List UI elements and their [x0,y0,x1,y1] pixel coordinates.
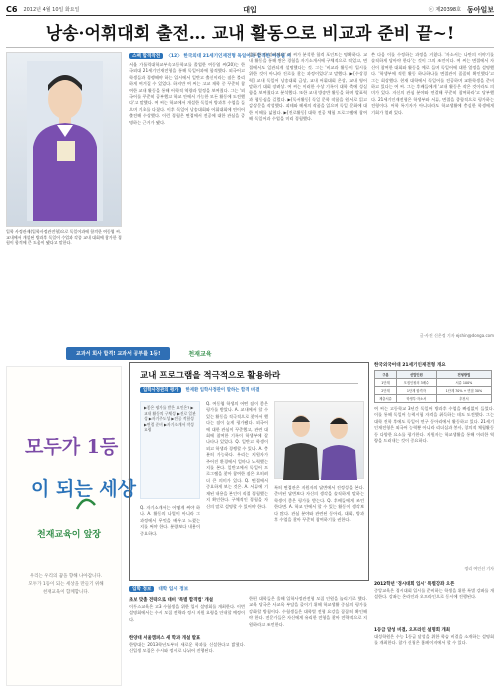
admission-table [374,370,492,403]
summary-title: 한국외국어대 21세기인재전형 개요 [374,363,446,368]
ad-slogan-line-2: 이 되는 세상 [31,478,136,500]
info-tag-label: 입학 정보 [129,586,154,592]
page-number: C6 [6,5,18,14]
table-cell: 모집인원의 3배수 [397,379,437,387]
question-list: ▶좋은 평가를 받은 요인은? ▶교내 활동의 구체성 ▶진로 일관성 ▶자기주도성 ▶전공 적합성 ▶면접 준비 ▶자기소개서 작성 요령 [140,401,200,499]
admission-summary [374,362,494,574]
section-title: 대입 [243,5,257,14]
series-title: 〈12〉 한국외대 21세기인재전형 독일어과 합격한 여동엽 씨 [166,54,291,59]
info-item-title: 한양대 서울캠퍼스 새 학과 개설 발표 [129,636,201,641]
interview-column-2: 특히 면접관은 지원자의 답변에서 진정성을 본다. 준비된 답변보다 자신의 생각을 솔직하게 말하는 학생이 좋은 평가를 받는다. Q. 후배들에게 조언한다면. A. 학교 안에서 할 수 있는 활동이 생각보다 많다. 관심 분야와 관련된 동아리, 대회, 방과후 수업을 찾아 꾸준히 참여하기를 권한다. [274,485,364,523]
edition-number: ⓒ 제20398호 [428,7,461,13]
table-cell: 1단계 70% + 면접 30% [436,387,491,395]
info-item-text: 이투스교육은 고3 수험생을 위한 입시 설명회를 개최한다. 이번 설명회에서는 수시 모집 전략과 정시 지원 요령을 안내할 예정이다. [129,604,245,622]
table-row [375,379,492,387]
program-tag-label: 입학사정관의 평가 [140,387,181,393]
table-header: 전형방법 [436,371,491,379]
page-header [6,4,494,16]
info-tag-title: 대학 입시 정보 [158,586,189,592]
info-column-3 [374,580,494,686]
ad-brand-line: 천재교육이 앞장 [37,530,101,540]
table-cell: 추천서 [436,395,491,403]
summary-credit: 정리 여인선 기자 [464,566,494,571]
info-item-title: 2012학년 '경시대회 입시' 특별강좌 오픈 [374,582,455,587]
table-cell: 1단계 [375,379,397,387]
table-cell: 2단계 [375,387,397,395]
info-item-text: 한양대는 2013학년도부터 새로운 학과를 신설한다고 밝혔다. 신입생 모집은 수시와 정시로 나뉘어 진행된다. [129,642,245,654]
table-cell: 1단계 합격자 [397,387,437,395]
info-item-text: 대성학원은 수능 1등급 달성을 위한 학습 비결을 소개하는 설명회를 개최한다. 참가 신청은 홈페이지에서 할 수 있다. [374,634,494,646]
interview-column-1: Q. 여동엽 학생의 어떤 점이 좋은 평가를 받았나. A. 교내에서 할 수 있는 활동을 적극적으로 찾아서 했다는 점이 높게 평가됐다. 외국어에 대한 관심이 꾸준했고, 관련 대회에 참여한 기록이 학생부에 잘 나타나 있었다. Q. 일반고 학생이 외고 학생과 경쟁할 수 있나. A. 충분히 가능하다. 우리는 지원자가 주어진 환경에서 얼마나 노력했는지를 본다. 일반고에서 독일어 프로그램을 찾아 참여한 점은 오히려 더 큰 의미가 있다. Q. 면접에서 중요하게 보는 것은. A. 서류에 기재된 내용을 본인이 직접 경험했는지 확인한다. 구체적인 경험을 자신의 말로 설명할 수 있어야 한다. [206,401,268,509]
info-section-tag [129,584,369,593]
info-column-2: 한편 대학들은 올해 입학사정관전형 모집 인원을 늘리기로 했다. 교육 당국은 사교육 부담을 줄이기 위해 학교생활 중심의 평가를 강화할 방침이다. 수험생들은 대학별 전형 요강을 꼼꼼히 확인해야 한다. 전문가들은 자신에게 유리한 전형을 찾아 전략적으로 지원하라고 조언한다. [249,596,367,627]
summary-text: 여 씨는 고등학교 3년간 독일어 방과후 수업을 빠짐없이 들었다. 이를 통해 독일어 능력시험 자격을 취득하는 데도 도전했다. 그는 대학 진학 후에도 독일어 연구 동아리에서 활동하고 있다. 21세기인재전형은 외국어 능력뿐 아니라 리더십과 봉사, 창의적 체험활동 등 다양한 요소를 평가한다. 지원자는 학교생활을 통해 이러한 역량을 드러내는 것이 중요하다. [374,406,494,444]
ad-brand: 천재교육 [188,350,212,358]
ad-panel[interactable] [6,366,136,686]
series-label: 스펙 합격작전 [129,53,163,59]
ad-slogan-line-1: 모두가 1등 [25,436,119,458]
ad-sub-2: 모두가 1등이 되는 세상을 만들기 위해 [28,582,104,587]
newspaper-name: 동아일보 [466,5,494,14]
table-row [375,395,492,403]
program-tag-title: 한재환 입학사정관이 말하는 합격 비결 [185,388,260,393]
table-row [375,387,492,395]
table-cell: 제출서류 [375,395,397,403]
student-photo [6,52,122,227]
ad-banner[interactable] [6,345,370,361]
article-column-2: 발표한 것 말이에요' 여 씨가 분석한 합격 포인트는 명확하다. 교내 활동을 통해 쌓은 경험을 자기소개서에 구체적으로 적었고, 면접에서도 일관되게 설명했다는 것. 그는 '비교과 활동이 입시를 위한 것이 아니라 진로를 찾는 과정이었다'고 말했다. ▶[수상경력] 교내 독일어 낭송대회 금상, 교내 어휘대회 은상, 교내 영어 말하기 대회 장려상. 여 씨는 이러한 수상 기록이 대학 측에 성실함을 보여줬다고 분석했다. 또한 교내 방송반 활동을 하며 발표력과 협동심을 길렀다. ▶[독서활동] 독일 문학 작품을 원서로 읽고 감상문을 작성했다. 괴테와 헤세의 작품을 읽으며 독일 문화에 대한 이해를 넓혔다. ▶[진로활동] 대학 전공 체험 프로그램에 참여해 독일어과 수업을 미리 경험했다. [249,52,367,122]
info-item-title: 1등급 달성 비결, 오프라인 설명회 개최 [374,628,450,633]
headline: 낭송·어휘대회 출전… 교내 활동으로 비교과 준비 끝~! [6,20,494,48]
table-cell: 서류 100% [436,379,491,387]
table-header: 구분 [375,371,397,379]
article-column-1: 서울 가톨릭대학교부속고등학교를 졸업한 여동엽 씨(20)는 한국외대 21세기인재전형을 통해 독일어과에 합격했다. 외국어고 학생들과 경쟁해야 하는 입시에서 일반고 출신이라는 점은 불리하게 여겨질 수 있었다. 하지만 여 씨는 고교 재학 중 꾸준히 참여한 교내 활동을 통해 어학적 역량과 열정을 보여줬다. 그는 '외국어를 꾸준히 공부했고 학교 안에서 가능한 모든 활동에 도전했다'고 말했다. 여 씨는 학교에서 개설한 독일어 방과후 수업을 들으며 기초를 다졌다. 이후 독일어 낭송대회와 어휘대회에 연이어 출전해 수상했다. 이런 경험은 면접에서 전공에 대한 관심을 증명하는 근거가 됐다. [129,62,245,125]
student-figure [27,61,103,221]
ad-banner-text: 교과서 회사 합격! 교과서 공부를 1등! [66,347,170,360]
program-title: 교내 프로그램을 적극적으로 활용하라 [140,371,281,381]
info-column-1 [129,596,245,686]
photo-caption: 입학 사정관제(입학사정관전형)으로 독일어과에 합격한 여동엽 씨. 교내에서 개설된 방과후 독일어 수업과 각종 교내 대회에 참가한 경험이 합격에 큰 도움이 됐다고 말한다. [6,229,122,245]
ad-sub-3: 천재교육이 함께합니다. [42,590,90,595]
interview-column-3: Q. 자기소개서는 어떻게 써야 하나. A. 활동의 나열이 아니라 그 과정에서 무엇을 배우고 느꼈는지를 써야 한다. 분량보다 내용이 중요하다. [140,505,200,536]
program-divider [140,383,358,384]
info-item-text: 중앙교육은 경시대회 입시를 준비하는 학생을 위한 특별 강좌를 개설한다. 강좌는 온라인과 오프라인으로 동시에 진행된다. [374,588,494,600]
byline: 글·사진 신은정 기자 ejshin@donga.com [419,333,494,338]
ad-sub-1: 우리는 우리의 꿈을 향해 나아갑니다. [29,574,103,579]
program-box [129,362,369,581]
interviewee-figures [275,402,365,480]
table-cell: 학생부·자소서 [397,395,437,403]
ad-subcopy [17,573,115,597]
issue-date: 2012년 4월 10일 화요일 [23,7,80,13]
program-tag [140,387,259,393]
table-header: 선발인원 [397,371,437,379]
interviewee-photos [274,401,364,479]
ad-slogan-art [17,413,136,553]
info-item-title: 초보 맞춤 전략으로 대비 '특별 합격법' 개설 [129,598,213,603]
article-column-3: 쓴 다음 이를 수정하는 과정을 거쳤다. '자소서는 나만의 이야기를 솔직하게 담아야 한다'는 것이 그의 조언이다. 여 씨는 면접에서 자신이 참여한 대회와 활동을 예로 들며 독일어에 대한 열정을 설명했다. '학생부에 적힌 활동 하나하나를 면접관이 꼼꼼히 확인했다'고 그는 회상했다. 현재 대학에서 독일어를 전공하며 교환학생을 준비하고 있다는 여 씨. 그는 후배들에게 '교내 활동은 작은 것이라도 의미가 있다. 자신의 관심 분야와 연결해 꾸준히 참여하라'고 당부했다. 21세기인재전형은 학생부와 서류, 면접을 종합적으로 평가하는 전형이다. 어학 특기자가 아니더라도 학교생활에 충실한 학생에게 기회가 열려 있다. [371,52,494,115]
